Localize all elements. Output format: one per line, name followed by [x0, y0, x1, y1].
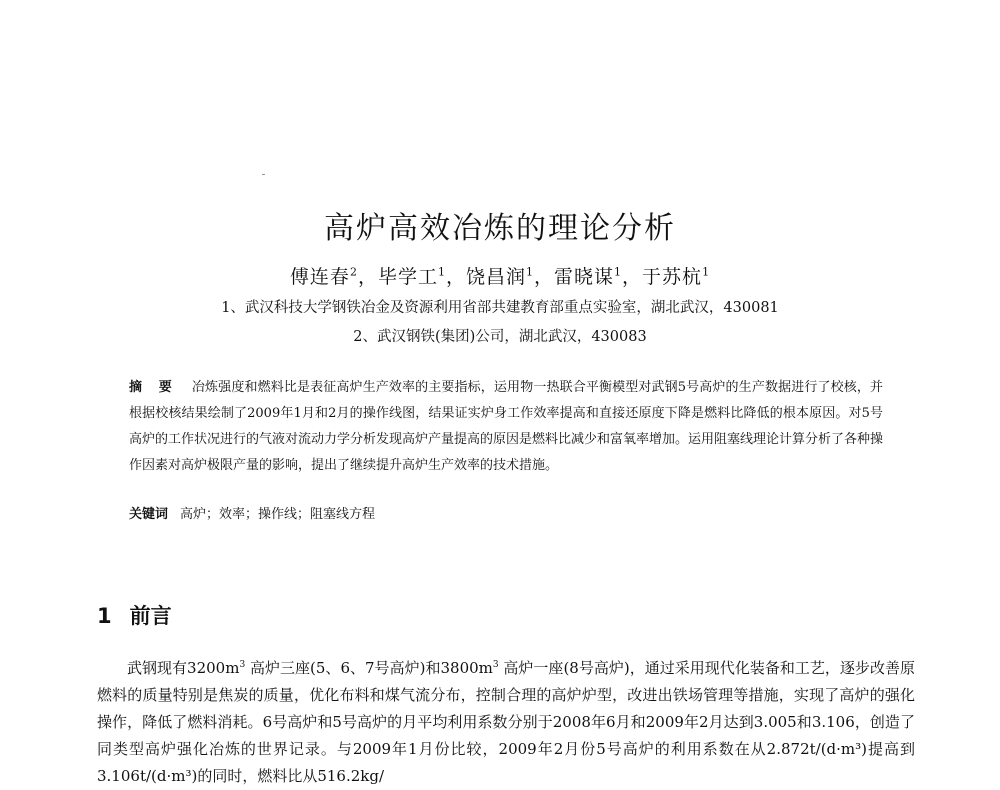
author-affiliation-mark: 1	[526, 265, 534, 279]
author-name: 饶昌润	[465, 266, 526, 288]
author-separator: ，	[445, 266, 466, 288]
author-list	[0, 262, 1000, 289]
section-number: 1	[97, 604, 112, 629]
abstract	[129, 375, 883, 479]
author-affiliation-mark: 1	[614, 265, 623, 279]
affiliation-1: 1、武汉科技大学钢铁冶金及资源利用省部共建教育部重点实验室，湖北武汉，430081	[221, 300, 779, 316]
author-affiliation-mark: 1	[702, 265, 711, 279]
author-affiliation-mark: 1	[437, 265, 446, 279]
author-separator: ，	[357, 266, 378, 288]
author-affiliation-mark: 2	[349, 265, 358, 279]
section-heading	[97, 600, 172, 630]
author-separator: ，	[534, 266, 555, 288]
keywords	[129, 505, 883, 525]
section-title: 前言	[129, 604, 172, 629]
abstract-label: 摘 要	[129, 380, 178, 395]
body-text-3: 高炉一座(8号高炉)，通过采用现代化装备和工艺，逐步改善原燃料的质量特别是焦炭的质量，优化布料和煤气流分布，控制合理的高炉炉型，改进出铁场管理等措施，实现了高炉的强化操作，降低了燃料消耗。6号高炉和5号高炉的月平均利用系数分别于2008年6月和2009年2月达到3.005和3.106，创造了同类型高炉强化冶炼的世界记录。与2009年1月份比较，2009年2月份5号高炉的利用系数在从2.872t/(d·m³)提高到3.106t/(d·m³)的同时，燃料比从516.2kg/	[97, 659, 915, 785]
body-paragraph	[97, 655, 915, 790]
body-text-1: 武钢现有3200m	[127, 659, 240, 677]
author-name: 于苏杭	[642, 266, 703, 288]
body-text-2: 高炉三座(5、6、7号高炉)和3800m	[245, 659, 493, 677]
unit-superscript: 3	[239, 660, 246, 670]
author-name: 傅连春	[289, 266, 350, 288]
abstract-text: 冶炼强度和燃料比是表征高炉生产效率的主要指标，运用物一热联合平衡模型对武钢5号高炉的生产数据进行了校核，并根据校核结果绘制了2009年1月和2月的操作线图，结果证实炉身工作效率提高和直接还原度下降是燃料比降低的根本原因。对5号高炉的工作状况进行的气液对流动力学分析发现高炉产量提高的原因是燃料比减少和富氧率增加。运用阻塞线理论计算分析了各种操作因素对高炉极限产量的影响，提出了继续提升高炉生产效率的技术措施。	[129, 380, 884, 473]
author-separator: ，	[622, 266, 643, 288]
author-name: 毕学工	[377, 266, 438, 288]
keywords-label: 关键词	[129, 507, 169, 522]
paper-title: 高炉高效冶炼的理论分析	[324, 211, 676, 247]
keywords-text: 高炉；效率；操作线；阻塞线方程	[180, 507, 376, 522]
unit-superscript: 3	[492, 660, 499, 670]
author-name: 雷晓谋	[554, 266, 615, 288]
affiliation-2: 2、武汉钢铁(集团)公司，湖北武汉，430083	[353, 329, 647, 345]
scan-speck	[262, 174, 265, 175]
